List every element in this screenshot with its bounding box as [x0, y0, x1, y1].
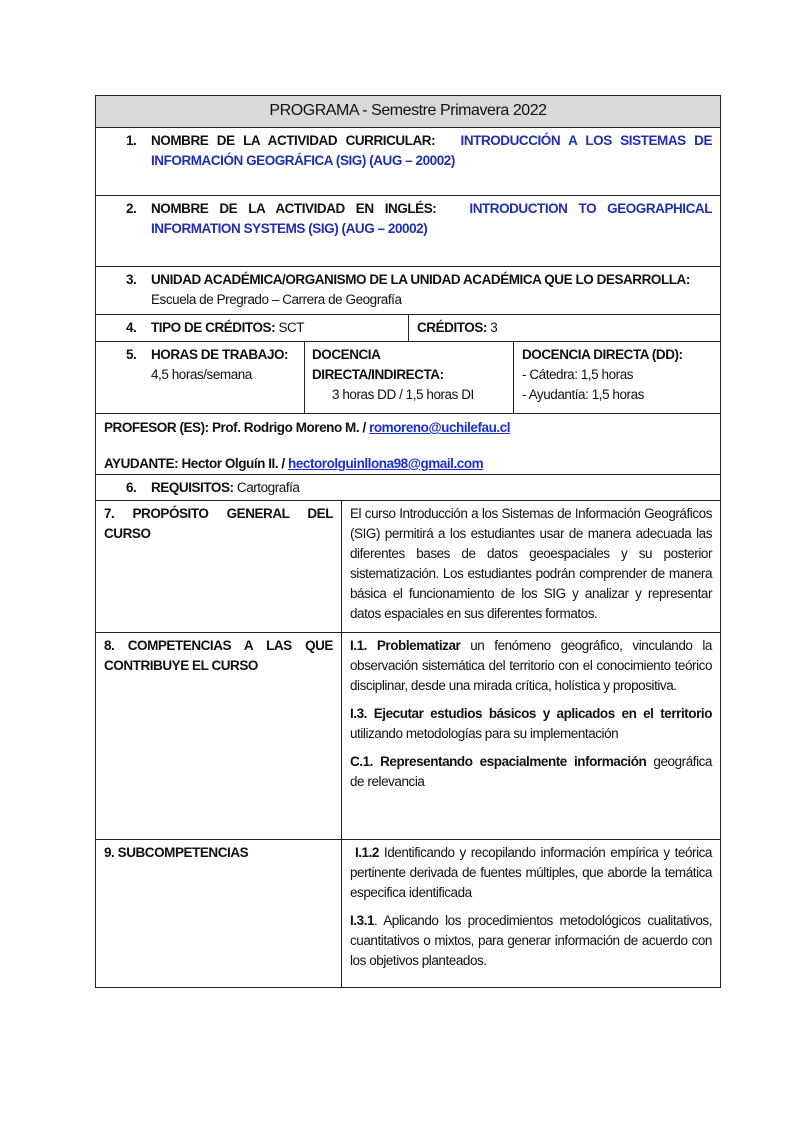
work-hours-value: 4,5 horas/semana — [151, 367, 252, 382]
section-number: 3. — [126, 272, 137, 287]
professor-label: PROFESOR (ES): Prof. Rodrigo Moreno M. / — [104, 420, 366, 435]
section-label: TIPO DE CRÉDITOS: — [151, 320, 276, 335]
section-1-activity-name — [95, 127, 721, 196]
section-label: REQUISITOS: — [151, 480, 234, 495]
section-7-label: 7. PROPÓSITO GENERAL DEL CURSO — [95, 500, 342, 633]
section-9-subcompetencies — [341, 839, 721, 988]
subcompetency-item: I.1.2 Identificando y recopilando información empírica y teórica pertinente derivada de fuentes múltiples, que aborde la temática especifica identificada — [350, 845, 712, 900]
section-number: 6. — [126, 480, 137, 495]
section-2-english-name — [95, 195, 721, 267]
competency-item: I.3. Ejecutar estudios básicos y aplicados en el territorio utilizando metodologías para su implementación — [350, 706, 712, 741]
credits-label: CRÉDITOS: — [417, 320, 487, 335]
section-label: NOMBRE DE LA ACTIVIDAD EN INGLÉS: — [151, 201, 437, 216]
assistant-label: AYUDANTE: Hector Olguín II. / — [104, 456, 285, 471]
credit-type-value: SCT — [278, 320, 305, 335]
english-name-value: INTRODUCTION TO GEOGRAPHICAL INFORMATION SYSTEMS (SIG) (AUG – 20002) — [151, 201, 712, 236]
credits-cell — [408, 314, 721, 342]
section-label: HORAS DE TRABAJO: — [151, 347, 289, 362]
subcompetency-item: I.3.1. Aplicando los procedimientos metodológicos cualitativos, cuantitativos o mixtos, para generar información de acuerdo con los objetivos planteados. — [350, 913, 712, 968]
direct-teaching-item: - Cátedra: 1,5 horas — [522, 367, 634, 382]
assistant-email-link[interactable]: hectorolguinllona98@gmail.com — [288, 456, 484, 471]
section-number: 1. — [126, 133, 137, 148]
direct-indirect-teaching — [304, 341, 514, 414]
program-header: PROGRAMA - Semestre Primavera 2022 — [95, 95, 721, 128]
section-8-competencies — [341, 632, 721, 840]
professor-email-link[interactable]: romoreno@uchilefau.cl — [369, 420, 511, 435]
academic-unit-value: Escuela de Pregrado – Carrera de Geografía — [151, 292, 402, 307]
section-5-work-hours — [95, 341, 305, 414]
section-number: 5. — [126, 347, 137, 362]
section-label: UNIDAD ACADÉMICA/ORGANISMO DE LA UNIDAD ACADÉMICA QUE LO DESARROLLA: — [151, 272, 690, 287]
competency-item: C.1. Representando espacialmente información geográfica de relevancia — [350, 754, 712, 789]
staff-section — [95, 413, 721, 475]
requirements-value: Cartografía — [236, 480, 300, 495]
section-number: 4. — [126, 320, 137, 335]
section-9-label: 9. SUBCOMPETENCIAS — [95, 839, 342, 988]
section-8-label: 8. COMPETENCIAS A LAS QUE CONTRIBUYE EL CURSO — [95, 632, 342, 840]
section-4-credit-type — [95, 314, 409, 342]
credits-value: 3 — [490, 320, 498, 335]
activity-name-value: INTRODUCCIÓN A LOS SISTEMAS DE INFORMACIÓN GEOGRÁFICA (SIG) (AUG – 20002) — [151, 133, 712, 168]
assistant-line — [104, 453, 712, 475]
direct-teaching-item: - Ayudantía: 1,5 horas — [522, 387, 644, 402]
section-3-academic-unit — [95, 266, 721, 315]
direct-teaching — [513, 341, 721, 414]
section-7-purpose: El curso Introducción a los Sistemas de Información Geográficos (SIG) permitirá a los estudiantes usar de manera adecuada las diferentes bases de datos geoespaciales y su posterior sistematización. Los estudiantes podrán comprender de manera básica el funcionamiento de los SIG y analizar y representar datos espaciales en sus diferentes formatos. — [341, 500, 721, 633]
direct-indirect-value: 3 horas DD / 1,5 horas DI — [332, 387, 474, 402]
section-number: 2. — [126, 201, 137, 216]
section-6-requirements — [95, 474, 721, 501]
competency-item: I.1. Problematizar un fenómeno geográfico, vinculando la observación sistemática del territorio con el conocimiento teórico disciplinar, desde una mirada crítica, holística y propositiva. — [350, 638, 712, 693]
direct-teaching-label: DOCENCIA DIRECTA (DD): — [522, 347, 683, 362]
professor-line — [104, 417, 712, 439]
direct-indirect-label: DOCENCIA DIRECTA/INDIRECTA: — [312, 347, 444, 382]
section-label: NOMBRE DE LA ACTIVIDAD CURRICULAR: — [151, 133, 436, 148]
